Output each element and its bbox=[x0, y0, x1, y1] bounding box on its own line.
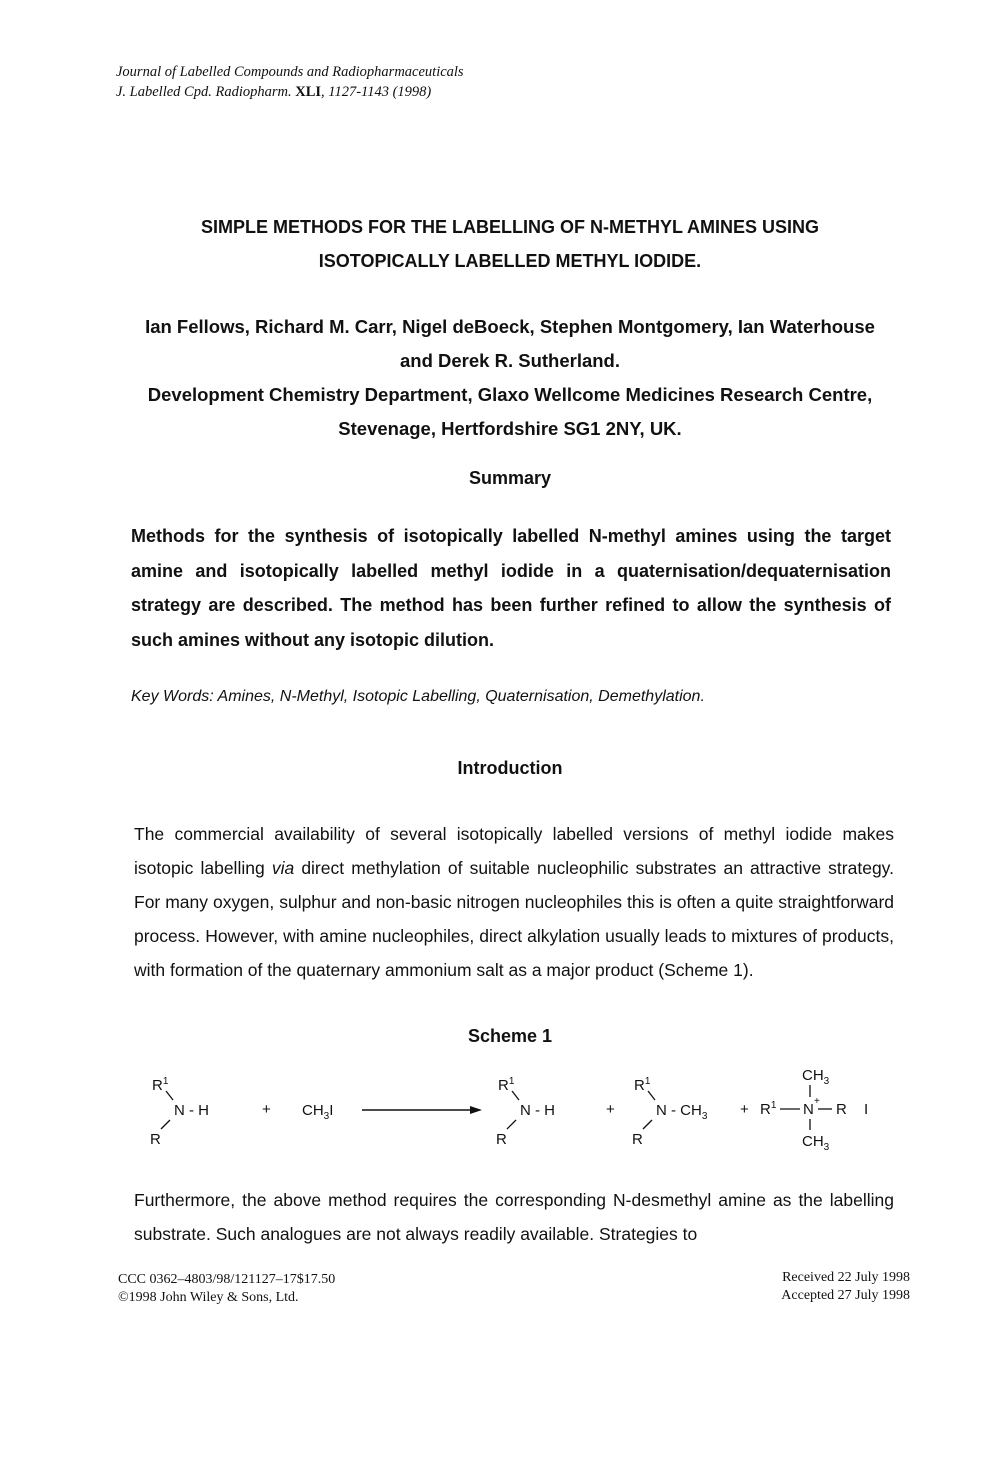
r-label: R bbox=[150, 1131, 161, 1148]
svg-text:CH3: $CH_3$ bbox=[802, 1067, 830, 1087]
reaction-arrow bbox=[362, 1106, 482, 1114]
methyl-iodide: $CH_3I$ bbox=[302, 1102, 334, 1122]
affiliation-line-1: Development Chemistry Department, Glaxo Wellcome Medicines Research Centre, bbox=[147, 384, 873, 405]
svg-text:R: R bbox=[496, 1131, 507, 1148]
journal-name: Journal of Labelled Compounds and Radiopharmaceuticals bbox=[116, 64, 464, 80]
ccc-code: CCC 0362–4803/98/121127–17$17.50 bbox=[118, 1272, 336, 1287]
author-block bbox=[0, 310, 982, 446]
authors-line-2: and Derek R. Sutherland. bbox=[400, 350, 620, 371]
product-amine bbox=[496, 1076, 555, 1148]
amine-reactant bbox=[150, 1076, 209, 1148]
accepted-date: Accepted 27 July 1998 bbox=[781, 1288, 910, 1303]
product-n-methyl-amine bbox=[632, 1076, 708, 1148]
svg-text:+: + bbox=[814, 1096, 820, 1107]
plus-sign: + bbox=[606, 1101, 615, 1118]
svg-text:N - H: N - H bbox=[520, 1102, 555, 1119]
copyright: ©1998 John Wiley & Sons, Ltd. bbox=[118, 1290, 299, 1305]
introduction-paragraph-2: Furthermore, the above method requires the corresponding N-desmethyl amine as the labelling substrate. Such analogues are not always readily available. Strategies to bbox=[134, 1190, 894, 1244]
iodide-counterion: I bbox=[864, 1101, 869, 1118]
intro-text-b: direct methylation of suitable nucleophilic substrates an attractive strategy. For many oxygen, sulphur and non-basic nitrogen nucleophiles this is often a quite straightforward process. However, with amine nucleophiles, direct alkylation usually leads to mixtures of products, with formation of the quaternary ammonium salt as a major product (Scheme 1). bbox=[134, 858, 894, 980]
introduction-paragraph-1 bbox=[134, 817, 894, 987]
nh-label: N - H bbox=[174, 1102, 209, 1119]
scheme-1-reaction bbox=[140, 1060, 900, 1160]
footer-right bbox=[781, 1269, 910, 1305]
footer-left bbox=[118, 1271, 335, 1307]
svg-text:N - CH3: N - $CH_3$ bbox=[656, 1102, 708, 1122]
svg-text:R1: $R^1$ bbox=[634, 1076, 651, 1094]
citation-pages: , 1127-1143 (1998) bbox=[321, 84, 432, 100]
svg-text:N: N bbox=[803, 1101, 814, 1118]
title-line-2: ISOTOPICALLY LABELLED METHYL IODIDE. bbox=[318, 251, 702, 271]
article-title bbox=[0, 210, 982, 278]
svg-text:CH3: $CH_3$ bbox=[802, 1133, 830, 1153]
journal-header bbox=[116, 62, 464, 102]
summary-text: Methods for the synthesis of isotopically labelled N-methyl amines using the target amine and isotopically labelled methyl iodide in a quaternisation/dequaternisation strategy are described. The method has been further refined to allow the synthesis of such amines without any isotopic dilution. bbox=[131, 526, 891, 650]
summary-heading: Summary bbox=[468, 468, 552, 488]
journal-citation bbox=[116, 82, 464, 102]
introduction-heading: Introduction bbox=[457, 758, 563, 778]
scheme-label: Scheme 1 bbox=[467, 1026, 553, 1046]
citation-volume: XLI bbox=[295, 84, 322, 100]
plus-sign: + bbox=[262, 1101, 271, 1118]
svg-text:R: R bbox=[836, 1101, 847, 1118]
affiliation-line-2: Stevenage, Hertfordshire SG1 2NY, UK. bbox=[338, 418, 682, 439]
authors-line-1: Ian Fellows, Richard M. Carr, Nigel deBoeck, Stephen Montgomery, Ian Waterhouse bbox=[145, 316, 875, 337]
title-line-1: SIMPLE METHODS FOR THE LABELLING OF N-METHYL AMINES USING bbox=[200, 217, 819, 237]
plus-sign: + bbox=[740, 1101, 749, 1118]
keywords: Key Words: Amines, N-Methyl, Isotopic Labelling, Quaternisation, Demethylation. bbox=[131, 688, 705, 705]
svg-text:R1: $R^1$ bbox=[760, 1100, 777, 1118]
svg-text:R: R bbox=[632, 1131, 643, 1148]
citation-abbrev: J. Labelled Cpd. Radiopharm. bbox=[116, 84, 292, 100]
intro-text-a: The commercial availability of several isotopically labelled versions of methyl iodide makes isotopic labelling bbox=[134, 824, 894, 878]
intro-via: via bbox=[271, 858, 295, 878]
product-quaternary-salt bbox=[760, 1067, 868, 1153]
r1-label: $R^1$ bbox=[152, 1076, 169, 1094]
received-date: Received 22 July 1998 bbox=[782, 1270, 910, 1285]
svg-text:R1: $R^1$ bbox=[498, 1076, 515, 1094]
